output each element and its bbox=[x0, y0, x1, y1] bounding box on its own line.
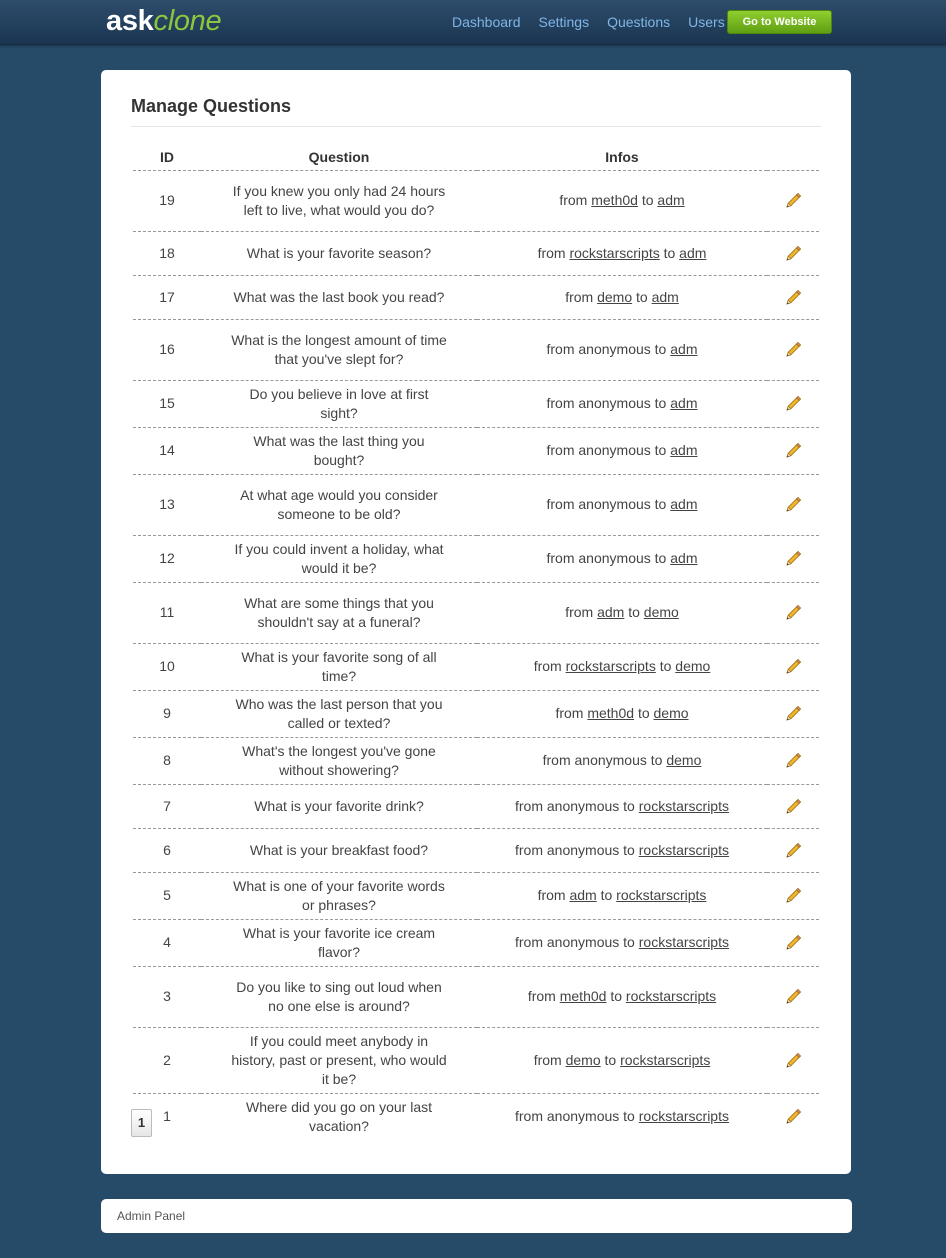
table-row bbox=[133, 919, 819, 966]
page-title: Manage Questions bbox=[131, 96, 292, 116]
header-id: ID bbox=[133, 144, 201, 170]
question-id: 7 bbox=[133, 784, 201, 828]
to-user-link[interactable]: rockstarscripts bbox=[625, 988, 717, 1004]
to-word: to bbox=[636, 288, 648, 305]
nav-dashboard[interactable]: Dashboard bbox=[452, 14, 521, 30]
question-infos bbox=[477, 231, 767, 275]
from-word: from bbox=[515, 1108, 543, 1124]
table-row bbox=[133, 535, 819, 582]
table-row bbox=[133, 690, 819, 737]
to-user-link[interactable]: demo bbox=[653, 705, 689, 721]
go-to-website-button[interactable]: Go to Website bbox=[727, 10, 832, 34]
table-row bbox=[133, 1093, 819, 1140]
to-word: to bbox=[604, 1051, 617, 1068]
edit-cell bbox=[767, 690, 819, 737]
question-id: 14 bbox=[133, 427, 201, 474]
to-user-link[interactable]: rockstarscripts bbox=[620, 1051, 711, 1068]
from-word: from bbox=[533, 658, 562, 674]
pencil-icon[interactable] bbox=[784, 658, 802, 676]
from-word: from bbox=[527, 988, 556, 1004]
to-user-link[interactable]: rockstarscripts bbox=[638, 1108, 729, 1124]
question-infos bbox=[477, 170, 767, 231]
question-infos bbox=[477, 427, 767, 474]
nav-settings[interactable]: Settings bbox=[538, 14, 590, 30]
to-word: to bbox=[659, 658, 672, 674]
to-user-link[interactable]: rockstarscripts bbox=[616, 887, 707, 903]
question-text: What was the last book you read? bbox=[201, 275, 477, 319]
table-row bbox=[133, 170, 819, 231]
to-word: to bbox=[654, 341, 667, 357]
pencil-icon[interactable] bbox=[784, 1052, 802, 1070]
from-user: anonymous bbox=[578, 550, 651, 566]
question-id: 6 bbox=[133, 828, 201, 872]
question-infos bbox=[477, 582, 767, 643]
from-word: from bbox=[546, 395, 575, 411]
question-text: What was the last thing you bought? bbox=[201, 427, 477, 474]
to-user-link[interactable]: demo bbox=[666, 752, 702, 768]
nav-questions[interactable]: Questions bbox=[607, 14, 671, 30]
to-user-link[interactable]: adm bbox=[670, 341, 698, 357]
from-word: from bbox=[546, 442, 575, 458]
to-user-link[interactable]: adm bbox=[670, 496, 698, 512]
pencil-icon[interactable] bbox=[784, 289, 802, 307]
pencil-icon[interactable] bbox=[784, 604, 802, 622]
from-word: from bbox=[546, 496, 575, 512]
pencil-icon[interactable] bbox=[784, 442, 802, 460]
table-row bbox=[133, 582, 819, 643]
from-word: from bbox=[546, 550, 575, 566]
question-id: 15 bbox=[133, 380, 201, 427]
question-id: 8 bbox=[133, 737, 201, 784]
edit-cell bbox=[767, 170, 819, 231]
question-infos bbox=[477, 828, 767, 872]
from-word: from bbox=[515, 841, 543, 858]
table-row bbox=[133, 966, 819, 1027]
edit-cell bbox=[767, 828, 819, 872]
table-row bbox=[133, 427, 819, 474]
footer: Admin Panel bbox=[101, 1199, 852, 1233]
to-user-link[interactable]: demo bbox=[675, 658, 711, 674]
from-user: anonymous bbox=[578, 496, 651, 512]
question-id: 1 bbox=[163, 1108, 171, 1124]
to-word: to bbox=[654, 550, 667, 566]
from-word: from bbox=[515, 934, 543, 950]
to-user-link[interactable]: rockstarscripts bbox=[638, 934, 729, 950]
from-user: anonymous bbox=[578, 442, 651, 458]
question-text: What is your breakfast food? bbox=[201, 828, 477, 872]
from-user-link[interactable]: adm bbox=[569, 887, 597, 903]
main-nav bbox=[452, 13, 725, 31]
edit-cell bbox=[767, 737, 819, 784]
manage-questions-card bbox=[101, 70, 851, 1174]
from-user-link[interactable]: meth0d bbox=[587, 705, 635, 721]
from-user-link[interactable]: meth0d bbox=[591, 192, 638, 208]
question-infos bbox=[477, 474, 767, 535]
to-user-link[interactable]: adm bbox=[657, 192, 685, 208]
question-id: 13 bbox=[133, 474, 201, 535]
from-user-link[interactable]: meth0d bbox=[559, 988, 607, 1004]
edit-cell bbox=[767, 643, 819, 690]
question-infos bbox=[477, 872, 767, 919]
from-word: from bbox=[546, 341, 575, 357]
from-user: anonymous bbox=[546, 1108, 620, 1124]
to-word: to bbox=[623, 1108, 635, 1124]
to-word: to bbox=[641, 192, 654, 208]
question-text: What is your favorite drink? bbox=[201, 784, 477, 828]
table-row bbox=[133, 275, 819, 319]
to-word: to bbox=[628, 604, 640, 620]
table-row bbox=[133, 784, 819, 828]
pagination-page-1[interactable]: 1 bbox=[131, 1109, 152, 1137]
question-id: 9 bbox=[133, 690, 201, 737]
edit-cell bbox=[767, 319, 819, 380]
title-divider bbox=[131, 126, 821, 127]
header-infos: Infos bbox=[477, 144, 767, 170]
question-text: Who was the last person that you called or texted? bbox=[201, 690, 477, 737]
from-user: anonymous bbox=[546, 934, 620, 950]
from-user-link[interactable]: rockstarscripts bbox=[569, 244, 660, 261]
question-text: What is your favorite season? bbox=[201, 231, 477, 275]
question-infos bbox=[477, 690, 767, 737]
questions-table bbox=[133, 144, 819, 1140]
to-word: to bbox=[654, 496, 667, 512]
to-word: to bbox=[610, 988, 623, 1004]
from-user-link[interactable]: rockstarscripts bbox=[565, 658, 656, 674]
question-id: 5 bbox=[133, 872, 201, 919]
pencil-icon[interactable] bbox=[784, 887, 802, 905]
question-text: What's the longest you've gone without showering? bbox=[201, 737, 477, 784]
question-text: What is your favorite song of all time? bbox=[201, 643, 477, 690]
brand-ask: ask bbox=[106, 5, 154, 37]
edit-cell bbox=[767, 1027, 819, 1093]
from-word: from bbox=[559, 192, 588, 208]
to-user-link[interactable]: rockstarscripts bbox=[638, 841, 729, 858]
from-user: anonymous bbox=[574, 752, 647, 768]
pencil-icon[interactable] bbox=[784, 192, 802, 210]
table-row bbox=[133, 872, 819, 919]
question-infos bbox=[477, 380, 767, 427]
pencil-icon[interactable] bbox=[784, 245, 802, 263]
edit-cell bbox=[767, 427, 819, 474]
pencil-icon[interactable] bbox=[784, 798, 802, 816]
from-word: from bbox=[565, 604, 594, 620]
pencil-icon[interactable] bbox=[784, 395, 802, 413]
question-text: Do you believe in love at first sight? bbox=[201, 380, 477, 427]
pencil-icon[interactable] bbox=[784, 934, 802, 952]
to-user-link[interactable]: adm bbox=[670, 550, 698, 566]
question-id: 18 bbox=[133, 231, 201, 275]
pencil-icon[interactable] bbox=[784, 496, 802, 514]
table-row bbox=[133, 643, 819, 690]
question-infos bbox=[477, 319, 767, 380]
table-row bbox=[133, 231, 819, 275]
question-id: 12 bbox=[133, 535, 201, 582]
question-infos bbox=[477, 966, 767, 1027]
question-infos bbox=[477, 919, 767, 966]
from-word: from bbox=[555, 705, 584, 721]
pencil-icon[interactable] bbox=[784, 988, 802, 1006]
from-word: from bbox=[537, 244, 566, 261]
question-infos bbox=[477, 737, 767, 784]
table-row bbox=[133, 1027, 819, 1093]
question-text: If you knew you only had 24 hours left to live, what would you do? bbox=[201, 170, 477, 231]
from-user: anonymous bbox=[578, 341, 651, 357]
question-id: 10 bbox=[133, 643, 201, 690]
question-id: 17 bbox=[133, 275, 201, 319]
question-text: If you could invent a holiday, what would it be? bbox=[201, 535, 477, 582]
question-id: 4 bbox=[133, 919, 201, 966]
table-body bbox=[133, 170, 819, 1140]
question-infos bbox=[477, 275, 767, 319]
pencil-icon[interactable] bbox=[784, 752, 802, 770]
from-word: from bbox=[533, 1051, 562, 1068]
brand-logo[interactable] bbox=[106, 4, 221, 38]
question-infos bbox=[477, 1027, 767, 1093]
question-text: What is the longest amount of time that you've slept for? bbox=[201, 319, 477, 380]
to-word: to bbox=[654, 395, 667, 411]
edit-cell bbox=[767, 966, 819, 1027]
question-text: What is your favorite ice cream flavor? bbox=[201, 919, 477, 966]
header-question: Question bbox=[201, 144, 477, 170]
to-word: to bbox=[623, 934, 635, 950]
edit-cell bbox=[767, 535, 819, 582]
to-user-link[interactable]: rockstarscripts bbox=[638, 797, 729, 814]
to-word: to bbox=[600, 887, 613, 903]
question-id: 19 bbox=[133, 170, 201, 231]
pencil-icon[interactable] bbox=[784, 1108, 802, 1126]
table-row bbox=[133, 828, 819, 872]
question-text: Where did you go on your last vacation? bbox=[246, 1098, 432, 1134]
edit-cell bbox=[767, 1093, 819, 1140]
pencil-icon[interactable] bbox=[784, 842, 802, 860]
question-text: If you could meet anybody in history, past or present, who would it be? bbox=[201, 1027, 477, 1093]
from-word: from bbox=[515, 797, 543, 814]
from-word: from bbox=[542, 752, 571, 768]
pencil-icon[interactable] bbox=[784, 550, 802, 568]
to-user-link[interactable]: adm bbox=[670, 442, 698, 458]
header-edit bbox=[767, 144, 819, 170]
question-id: 16 bbox=[133, 319, 201, 380]
brand-clone: clone bbox=[153, 5, 222, 37]
nav-users[interactable]: Users bbox=[688, 14, 725, 30]
question-text: What are some things that you shouldn't say at a funeral? bbox=[201, 582, 477, 643]
edit-cell bbox=[767, 474, 819, 535]
edit-cell bbox=[767, 872, 819, 919]
to-word: to bbox=[650, 752, 663, 768]
to-word: to bbox=[654, 442, 667, 458]
from-user: anonymous bbox=[546, 797, 620, 814]
question-infos bbox=[477, 535, 767, 582]
top-navbar bbox=[0, 0, 946, 45]
pencil-icon[interactable] bbox=[784, 341, 802, 359]
edit-cell bbox=[767, 919, 819, 966]
to-word: to bbox=[623, 797, 635, 814]
question-id: 11 bbox=[133, 582, 201, 643]
edit-cell bbox=[767, 582, 819, 643]
question-infos bbox=[477, 784, 767, 828]
question-infos bbox=[477, 1093, 767, 1140]
to-user-link[interactable]: adm bbox=[670, 395, 698, 411]
table-header-row bbox=[133, 144, 819, 170]
pencil-icon[interactable] bbox=[784, 705, 802, 723]
to-user-link[interactable]: adm bbox=[651, 288, 679, 305]
question-id: 3 bbox=[133, 966, 201, 1027]
from-word: from bbox=[565, 288, 594, 305]
question-text: Do you like to sing out loud when no one else is around? bbox=[201, 966, 477, 1027]
to-word: to bbox=[637, 705, 650, 721]
question-id: 2 bbox=[133, 1027, 201, 1093]
from-user-link[interactable]: adm bbox=[597, 604, 625, 620]
edit-cell bbox=[767, 275, 819, 319]
table-row bbox=[133, 380, 819, 427]
to-user-link[interactable]: adm bbox=[679, 244, 707, 261]
to-word: to bbox=[663, 244, 676, 261]
from-word: from bbox=[537, 887, 566, 903]
edit-cell bbox=[767, 380, 819, 427]
table-row bbox=[133, 319, 819, 380]
from-user-link[interactable]: demo bbox=[565, 1051, 601, 1068]
to-word: to bbox=[623, 841, 635, 858]
table-row bbox=[133, 474, 819, 535]
to-user-link[interactable]: demo bbox=[643, 604, 679, 620]
from-user: anonymous bbox=[546, 841, 620, 858]
from-user-link[interactable]: demo bbox=[597, 288, 633, 305]
table-row bbox=[133, 737, 819, 784]
edit-cell bbox=[767, 784, 819, 828]
edit-cell bbox=[767, 231, 819, 275]
question-infos bbox=[477, 643, 767, 690]
from-user: anonymous bbox=[578, 395, 651, 411]
question-text: What is one of your favorite words or phrases? bbox=[201, 872, 477, 919]
question-text: At what age would you consider someone to be old? bbox=[201, 474, 477, 535]
